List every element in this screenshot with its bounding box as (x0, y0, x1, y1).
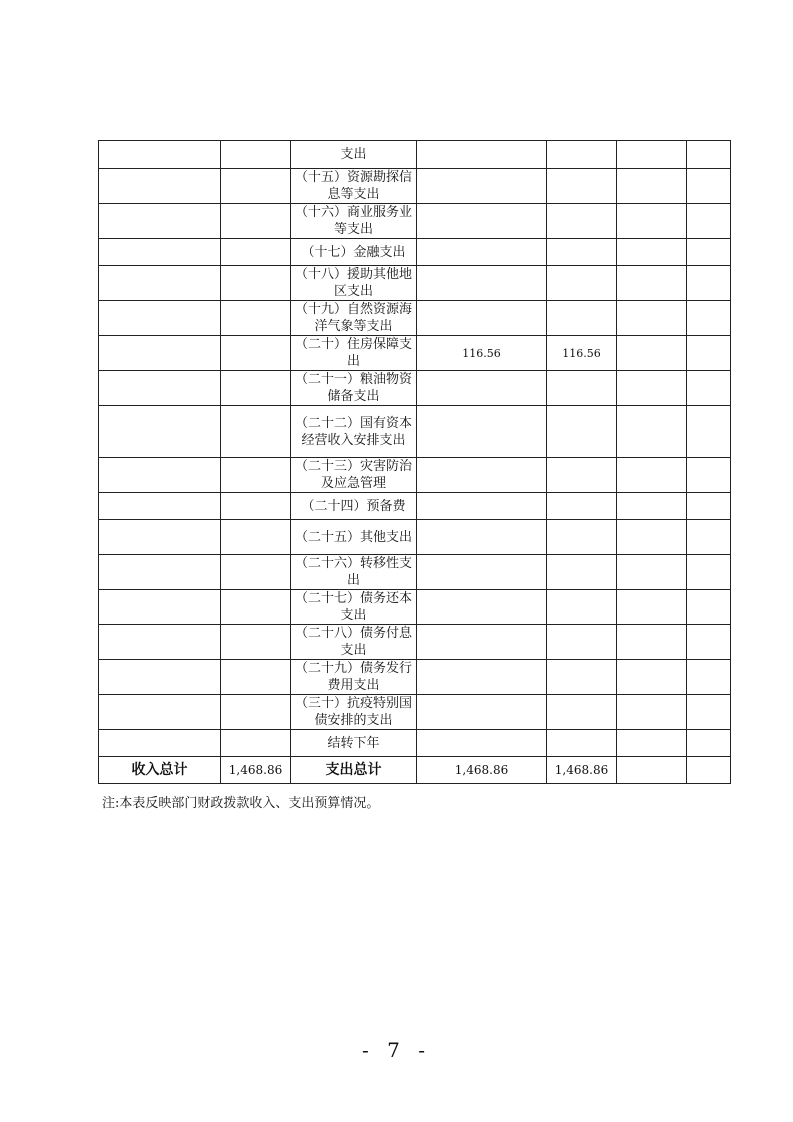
table-row (99, 141, 731, 169)
empty-cell (687, 695, 731, 730)
empty-cell (617, 493, 687, 520)
general-budget-cell (547, 301, 617, 336)
empty-cell (617, 590, 687, 625)
empty-cell (617, 757, 687, 784)
empty-cell (99, 458, 221, 493)
empty-cell (221, 695, 291, 730)
expense-total-value: 1,468.86 (417, 757, 547, 784)
general-budget-cell (547, 458, 617, 493)
table-row (99, 336, 731, 371)
expense-budget-cell (417, 660, 547, 695)
empty-cell (99, 555, 221, 590)
empty-cell (687, 757, 731, 784)
empty-cell (99, 520, 221, 555)
empty-cell (617, 730, 687, 757)
empty-cell (221, 204, 291, 239)
empty-cell (221, 336, 291, 371)
table-note: 注:本表反映部门财政拨款收入、支出预算情况。 (102, 796, 380, 811)
expense-item-cell: 支出 (291, 141, 417, 169)
empty-cell (617, 239, 687, 266)
expense-item-cell: （二十三）灾害防治及应急管理 (291, 458, 417, 493)
empty-cell (99, 204, 221, 239)
table-row (99, 520, 731, 555)
empty-cell (617, 625, 687, 660)
general-budget-cell (547, 493, 617, 520)
expense-item-cell: （十九）自然资源海洋气象等支出 (291, 301, 417, 336)
table-row (99, 730, 731, 757)
empty-cell (617, 204, 687, 239)
expense-total-label: 支出总计 (291, 757, 417, 784)
expense-budget-cell (417, 301, 547, 336)
table-row (99, 371, 731, 406)
expense-item-cell: （二十四）预备费 (291, 493, 417, 520)
expense-budget-cell (417, 458, 547, 493)
empty-cell (221, 266, 291, 301)
empty-cell (221, 493, 291, 520)
expense-budget-cell (417, 493, 547, 520)
table-row (99, 458, 731, 493)
empty-cell (687, 371, 731, 406)
table-row (99, 169, 731, 204)
table-row (99, 555, 731, 590)
total-row (99, 757, 731, 784)
expense-item-cell: （二十九）债务发行费用支出 (291, 660, 417, 695)
expense-budget-cell (417, 555, 547, 590)
empty-cell (617, 169, 687, 204)
empty-cell (617, 555, 687, 590)
empty-cell (221, 169, 291, 204)
general-budget-cell (547, 406, 617, 458)
empty-cell (221, 301, 291, 336)
table-row (99, 695, 731, 730)
expense-budget-cell (417, 169, 547, 204)
empty-cell (687, 266, 731, 301)
empty-cell (617, 660, 687, 695)
expense-item-cell: （十八）援助其他地区支出 (291, 266, 417, 301)
expense-budget-cell (417, 204, 547, 239)
table-row (99, 590, 731, 625)
table-row (99, 406, 731, 458)
expense-item-cell: （二十八）债务付息支出 (291, 625, 417, 660)
empty-cell (687, 730, 731, 757)
empty-cell (687, 555, 731, 590)
expense-budget-cell (417, 590, 547, 625)
empty-cell (99, 695, 221, 730)
empty-cell (99, 266, 221, 301)
empty-cell (687, 660, 731, 695)
budget-table (98, 140, 731, 784)
empty-cell (617, 458, 687, 493)
empty-cell (687, 239, 731, 266)
general-budget-cell (547, 204, 617, 239)
table-row (99, 204, 731, 239)
empty-cell (687, 141, 731, 169)
general-budget-cell (547, 239, 617, 266)
empty-cell (221, 730, 291, 757)
empty-cell (99, 336, 221, 371)
expense-budget-cell (417, 695, 547, 730)
empty-cell (99, 169, 221, 204)
expense-item-cell: （三十）抗疫特别国债安排的支出 (291, 695, 417, 730)
empty-cell (99, 730, 221, 757)
empty-cell (687, 301, 731, 336)
table-row (99, 266, 731, 301)
expense-item-cell: （二十二）国有资本经营收入安排支出 (291, 406, 417, 458)
empty-cell (99, 406, 221, 458)
expense-item-cell: （二十七）债务还本支出 (291, 590, 417, 625)
empty-cell (687, 406, 731, 458)
empty-cell (221, 555, 291, 590)
table-row (99, 625, 731, 660)
general-budget-cell (547, 266, 617, 301)
general-budget-cell (547, 660, 617, 695)
income-total-value: 1,468.86 (221, 757, 291, 784)
empty-cell (221, 458, 291, 493)
expense-item-cell: （十七）金融支出 (291, 239, 417, 266)
general-budget-cell (547, 625, 617, 660)
empty-cell (687, 590, 731, 625)
table-row (99, 301, 731, 336)
empty-cell (617, 371, 687, 406)
empty-cell (99, 493, 221, 520)
expense-budget-cell (417, 730, 547, 757)
expense-budget-cell (417, 371, 547, 406)
empty-cell (99, 371, 221, 406)
empty-cell (617, 266, 687, 301)
expense-budget-cell (417, 266, 547, 301)
expense-budget-cell: 116.56 (417, 336, 547, 371)
empty-cell (617, 406, 687, 458)
empty-cell (221, 371, 291, 406)
empty-cell (221, 660, 291, 695)
expense-item-cell: （十六）商业服务业等支出 (291, 204, 417, 239)
general-budget-cell (547, 520, 617, 555)
expense-budget-cell (417, 520, 547, 555)
expense-budget-cell (417, 239, 547, 266)
page-number: - 7 - (362, 1038, 431, 1062)
empty-cell (99, 660, 221, 695)
empty-cell (617, 301, 687, 336)
general-budget-cell (547, 169, 617, 204)
expense-item-cell: （二十六）转移性支出 (291, 555, 417, 590)
expense-item-cell: （二十五）其他支出 (291, 520, 417, 555)
expense-item-cell: 结转下年 (291, 730, 417, 757)
expense-item-cell: （十五）资源勘探信息等支出 (291, 169, 417, 204)
empty-cell (687, 493, 731, 520)
empty-cell (617, 520, 687, 555)
general-budget-cell (547, 590, 617, 625)
general-budget-cell (547, 141, 617, 169)
empty-cell (687, 520, 731, 555)
expense-budget-cell (417, 406, 547, 458)
empty-cell (617, 695, 687, 730)
general-budget-cell (547, 730, 617, 757)
empty-cell (687, 204, 731, 239)
empty-cell (99, 239, 221, 266)
expense-budget-cell (417, 625, 547, 660)
empty-cell (221, 625, 291, 660)
empty-cell (99, 141, 221, 169)
income-total-label: 收入总计 (99, 757, 221, 784)
expense-item-cell: （二十一）粮油物资储备支出 (291, 371, 417, 406)
table-body (99, 141, 731, 784)
empty-cell (221, 141, 291, 169)
table-row (99, 239, 731, 266)
empty-cell (221, 590, 291, 625)
empty-cell (99, 301, 221, 336)
general-budget-cell (547, 695, 617, 730)
table-row (99, 660, 731, 695)
general-budget-cell (547, 371, 617, 406)
expense-budget-cell (417, 141, 547, 169)
empty-cell (687, 169, 731, 204)
table-row (99, 493, 731, 520)
expense-total-value-2: 1,468.86 (547, 757, 617, 784)
empty-cell (617, 336, 687, 371)
general-budget-cell (547, 555, 617, 590)
general-budget-cell: 116.56 (547, 336, 617, 371)
empty-cell (687, 625, 731, 660)
empty-cell (99, 590, 221, 625)
empty-cell (221, 520, 291, 555)
empty-cell (687, 458, 731, 493)
empty-cell (99, 625, 221, 660)
empty-cell (687, 336, 731, 371)
empty-cell (221, 406, 291, 458)
empty-cell (617, 141, 687, 169)
expense-item-cell: （二十）住房保障支出 (291, 336, 417, 371)
empty-cell (221, 239, 291, 266)
